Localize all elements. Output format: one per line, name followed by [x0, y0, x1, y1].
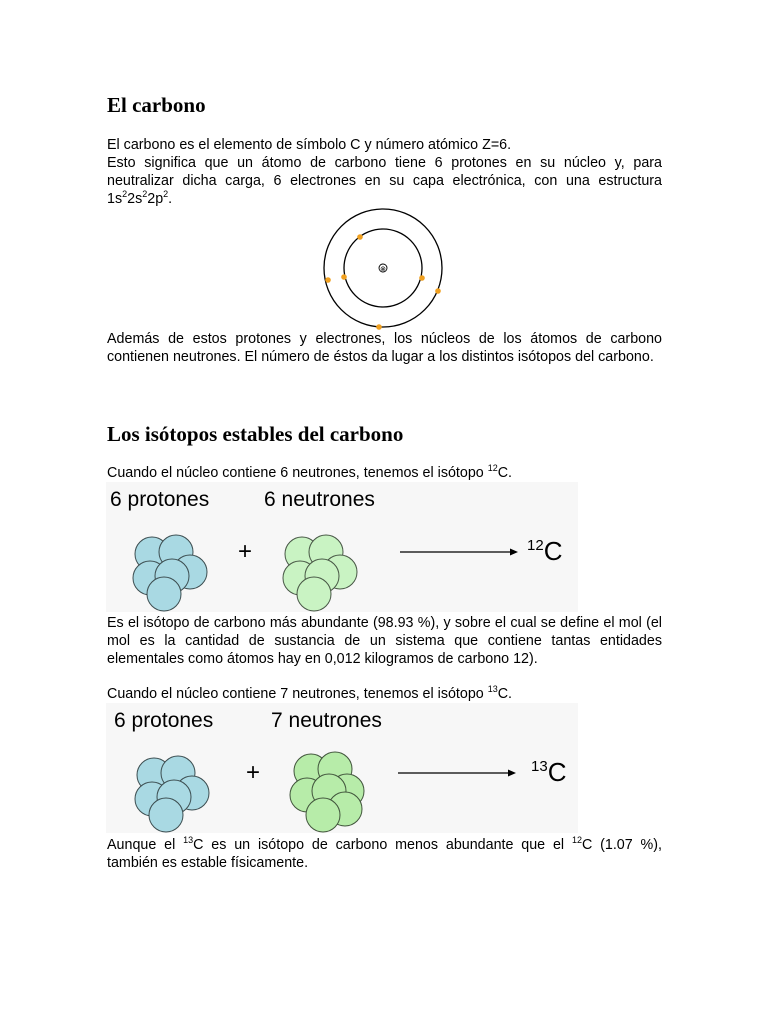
desc-text: C (1.07 %), también es estable físicamente.: [107, 837, 662, 871]
superscript: 2: [163, 189, 169, 199]
element-symbol: C: [547, 757, 567, 787]
mass-number: 12: [527, 537, 544, 554]
nucleon: [149, 798, 183, 832]
isotope12-intro-text: Cuando el núcleo contiene 6 neutrones, tenemos el isótopo: [107, 465, 488, 481]
plus-sign: +: [246, 759, 261, 786]
isotope13-intro-text: Cuando el núcleo contiene 7 neutrones, tenemos el isótopo: [107, 686, 488, 702]
nucleon: [306, 798, 340, 832]
superscript: 13: [183, 835, 194, 845]
intro-line-1: El carbono es el elemento de símbolo C y número atómico Z=6.: [107, 137, 512, 153]
intro-line-2a: Esto significa que un átomo de carbono tiene 6 protones en su núcleo y, para neutralizar dicha carga, 6 electrones en su capa electrónica, con una estructura 1s: [107, 155, 662, 207]
electron: [341, 274, 347, 280]
intro-line-2b: 2s: [127, 191, 143, 207]
protons-cluster: [134, 755, 212, 831]
electron: [357, 234, 363, 240]
section-title-carbono: El carbono: [107, 93, 206, 117]
superscript: 13: [487, 684, 498, 694]
isotope-symbol: [527, 536, 562, 567]
isotope12-figure: [106, 482, 578, 612]
nucleon: [147, 577, 181, 611]
intro-line-2c: 2p: [147, 191, 164, 207]
nucleon: [297, 577, 331, 611]
electrons: [325, 234, 441, 330]
neutrons-paragraph: Además de estos protones y electrones, los núcleos de los átomos de carbono contienen neutrones. El número de éstos da lugar a los distintos isótopos del carbono.: [107, 331, 662, 365]
protons-cluster: [132, 534, 210, 610]
isotope13-figure: [106, 703, 578, 833]
superscript: 12: [487, 463, 498, 473]
electron: [419, 275, 425, 281]
superscript: 12: [571, 835, 582, 845]
superscript: 2: [122, 189, 128, 199]
neutrons-cluster: [282, 534, 360, 610]
section-title-isotopos: Los isótopos estables del carbono: [107, 422, 404, 446]
arrow-icon: [400, 546, 518, 558]
neutrons-cluster: [289, 747, 367, 831]
desc-text: Aunque el: [107, 837, 184, 853]
neutrons-label: 6 neutrones: [264, 488, 375, 511]
protons-label: 6 protones: [110, 488, 210, 511]
nucleus-icon: ⊗: [380, 265, 386, 273]
neutrons-label: 7 neutrones: [271, 709, 382, 732]
carbon-atom-diagram: [322, 207, 444, 331]
electron: [435, 288, 441, 294]
protons-label: 6 protones: [114, 709, 214, 732]
isotope12-description: Es el isótopo de carbono más abundante (98.93 %), y sobre el cual se define el mol (el mol es la cantidad de sustancia de un sistema que contiene tantas entidades elementales como átomos hay en 0,012 kilogramos de carbono 12).: [107, 615, 662, 667]
isotope13-description: [107, 836, 662, 872]
intro-paragraph: [107, 136, 662, 208]
mass-number: 13: [531, 758, 548, 775]
plus-sign: +: [238, 538, 253, 565]
intro-line-2d: .: [168, 191, 173, 207]
isotope13-intro-end: C.: [497, 686, 513, 702]
electron: [325, 277, 331, 283]
isotope13-intro: [107, 685, 662, 703]
desc-text: C es un isótopo de carbono menos abundante que el: [193, 837, 572, 853]
isotope12-intro: [107, 464, 662, 482]
isotope-symbol: [531, 757, 566, 788]
isotope12-intro-end: C.: [497, 465, 513, 481]
electron: [376, 324, 382, 330]
element-symbol: C: [543, 536, 563, 566]
superscript: 2: [142, 189, 148, 199]
arrow-icon: [398, 767, 516, 779]
